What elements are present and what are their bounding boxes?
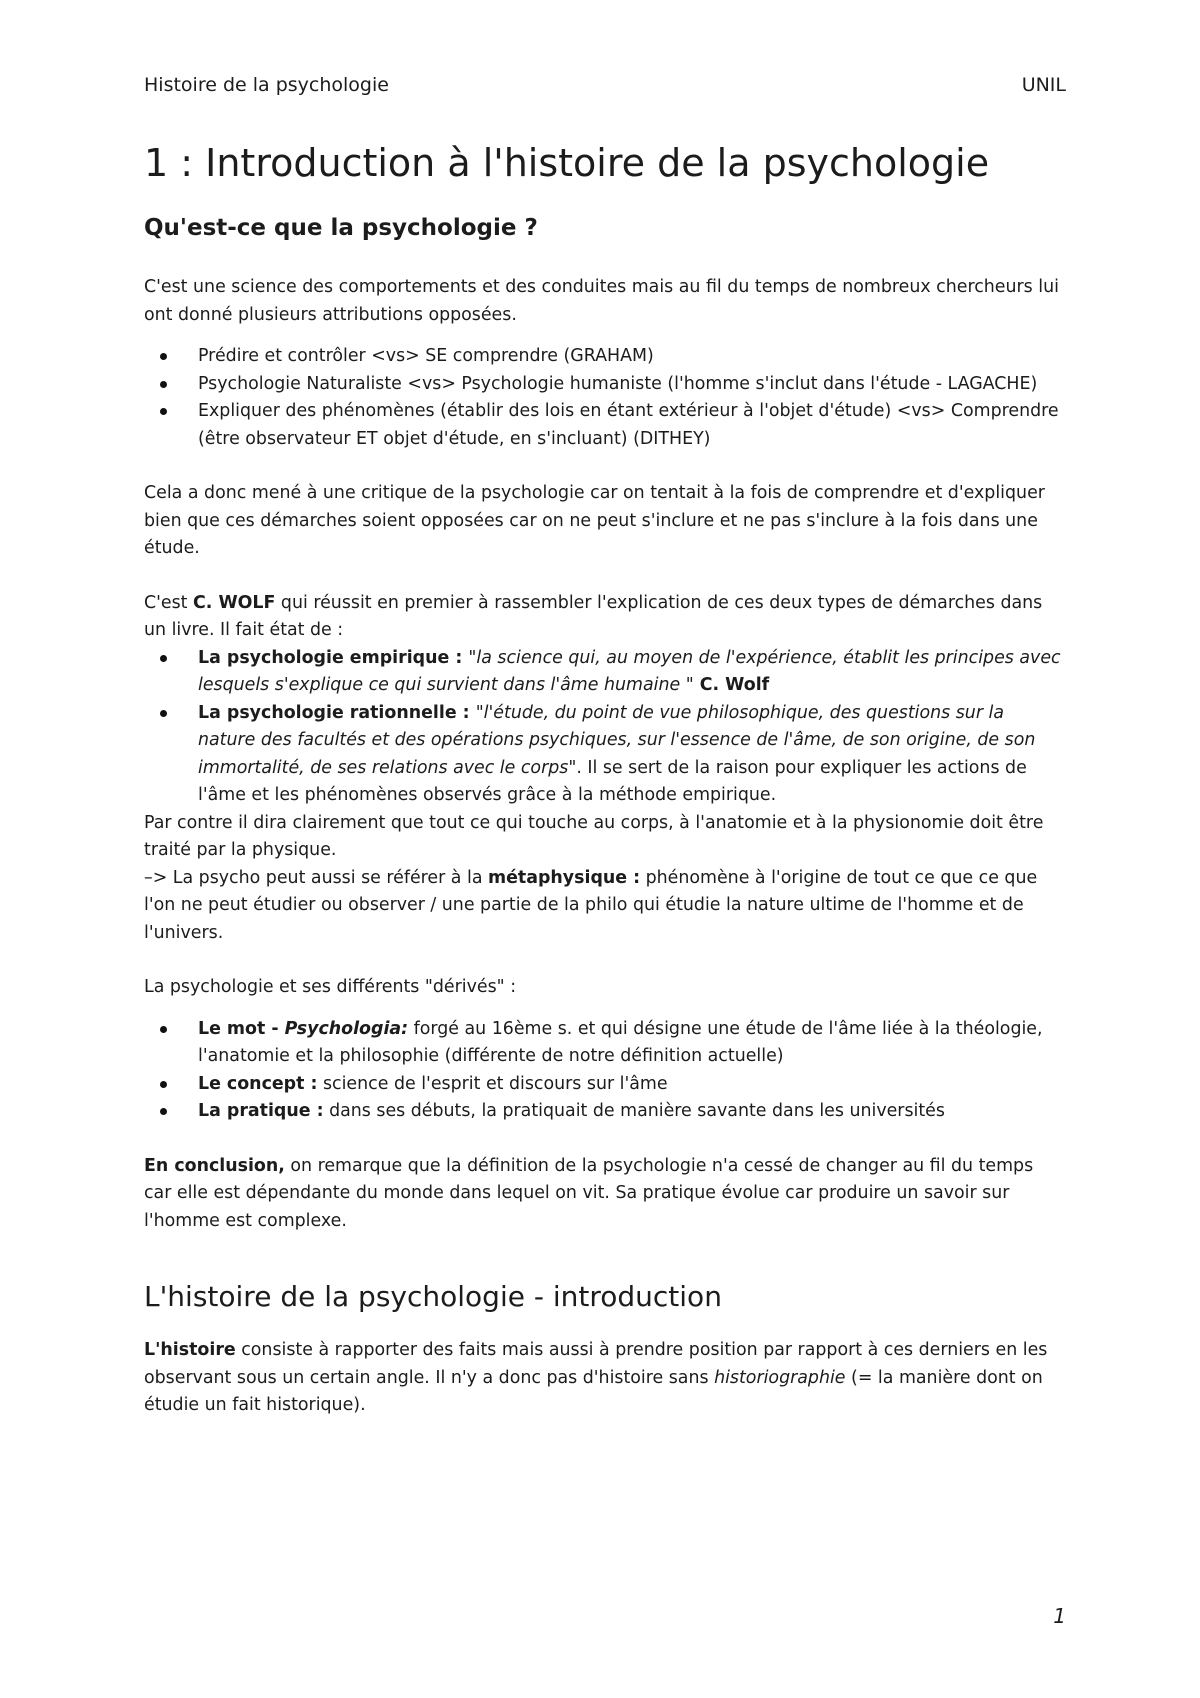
bullet-icon [160, 1081, 167, 1088]
intro-paragraph: C'est une science des comportements et des conduites mais au fil du temps de nombreux chercheurs lui ont donné plusieurs attributions opposées. [144, 277, 1059, 325]
list-item: Prédire et contrôler <vs> SE comprendre (GRAHAM) [144, 343, 1066, 371]
bullet-icon [160, 1108, 167, 1115]
chapter-title: 1 : Introduction à l'histoire de la psychologie [144, 141, 990, 185]
section-heading-history: L'histoire de la psychologie - introduction [144, 1280, 722, 1313]
list-item: La psychologie empirique : "la science qui, au moyen de l'expérience, établit les principes avec lesquels s'explique ce qui survient dans l'âme humaine " C. Wolf [144, 645, 1066, 700]
list-item: La pratique : dans ses débuts, la pratiquait de manière savante dans les universités [144, 1098, 1066, 1126]
list-item: La psychologie rationnelle : "l'étude, du point de vue philosophique, des questions sur la nature des facultés et des opérations psychiques, sur l'essence de l'âme, de son origine, de son immortalité, de ses relations avec le corps". Il se sert de la raison pour expliquer les actions de l'âme et les phénomènes observés grâce à la méthode empirique. [144, 700, 1066, 810]
section-heading-definition: Qu'est-ce que la psychologie ? [144, 215, 538, 241]
author-name: C. WOLF [193, 592, 276, 613]
history-paragraph: L'histoire consiste à rapporter des faits mais aussi à prendre position par rapport à ces derniers en les observant sous un certain angle. Il n'y a donc pas d'histoire sans historiographie (= la manière dont on étudie un fait historique). [144, 1340, 1048, 1415]
list-item: Expliquer des phénomènes (établir des lois en étant extérieur à l'objet d'étude) <vs> Comprendre (être observateur ET objet d'étude, en s'incluant) (DITHEY) [144, 398, 1066, 453]
derives-intro: La psychologie et ses différents "dérivés" : [144, 977, 517, 997]
list-item: Psychologie Naturaliste <vs> Psychologie humaniste (l'homme s'inclut dans l'étude - LAGACHE) [144, 371, 1066, 399]
bullet-icon [160, 381, 167, 388]
bullet-icon [160, 408, 167, 415]
metaphysique-paragraph: –> La psycho peut aussi se référer à la métaphysique : phénomène à l'origine de tout ce que ce que l'on ne peut étudier ou observer / une partie de la philo qui étudie la nature ultime de l'homme et de l'univers. [144, 867, 1038, 943]
bullet-icon [160, 353, 167, 360]
page-number: 1 [1053, 1604, 1066, 1628]
wolf-list [144, 645, 1066, 810]
derives-list [144, 1016, 1066, 1126]
opposition-list [144, 343, 1066, 453]
document-body [144, 140, 1066, 1420]
header-institution: UNIL [1021, 74, 1066, 96]
body-contre-paragraph: Par contre il dira clairement que tout ce qui touche au corps, à l'anatomie et à la physionomie doit être traité par la physique. [144, 812, 1044, 860]
header-course-title: Histoire de la psychologie [144, 74, 389, 96]
bullet-icon [160, 710, 167, 717]
bullet-icon [160, 655, 167, 662]
wolf-paragraph: C'est C. WOLF qui réussit en premier à rassembler l'explication de ces deux types de démarches dans un livre. Il fait état de : [144, 592, 1043, 640]
bullet-icon [160, 1026, 167, 1033]
list-item: Le concept : science de l'esprit et discours sur l'âme [144, 1071, 1066, 1099]
critique-paragraph: Cela a donc mené à une critique de la psychologie car on tentait à la fois de comprendre et d'expliquer bien que ces démarches soient opposées car on ne peut s'inclure et ne pas s'inclure à la fois dans une étude. [144, 483, 1045, 558]
list-item: Le mot - Psychologia: forgé au 16ème s. et qui désigne une étude de l'âme liée à la théologie, l'anatomie et la philosophie (différente de notre définition actuelle) [144, 1016, 1066, 1071]
conclusion-paragraph: En conclusion, on remarque que la définition de la psychologie n'a cessé de changer au fil du temps car elle est dépendante du monde dans lequel on vit. Sa pratique évolue car produire un savoir sur l'homme est complexe. [144, 1155, 1034, 1231]
